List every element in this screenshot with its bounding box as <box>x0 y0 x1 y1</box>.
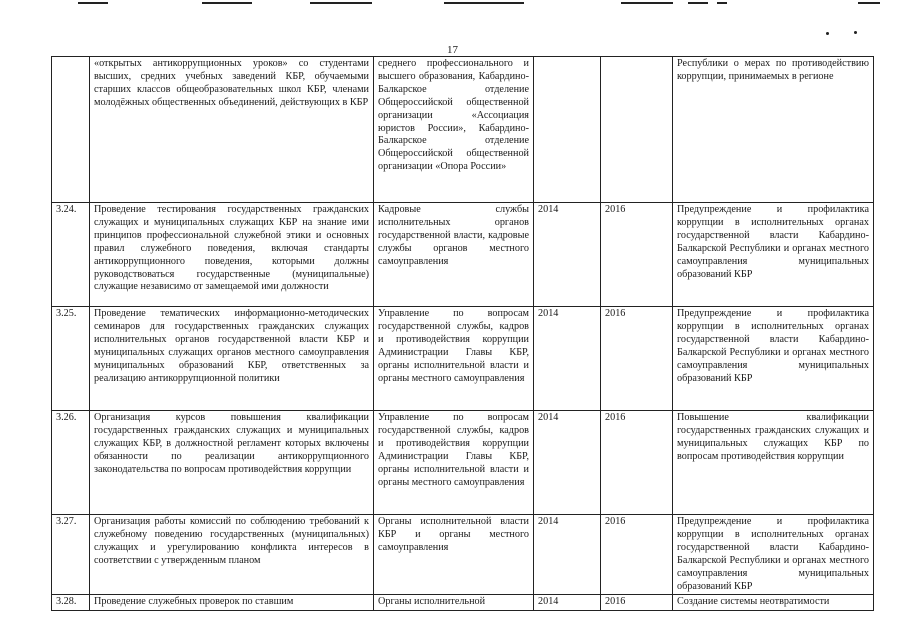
expected-result: Предупреждение и профилактика коррупции в исполнительных органах государственной власти Кабардино-Балкарской Республики и органах местного самоуправления муниципальных образований КБР <box>673 203 874 307</box>
event-description: Организация работы комиссий по соблюдению требований к служебному поведению государственных (муниципальных) служащих и урегулированию конфликта интересов в соответствии с утвержденным планом <box>90 515 374 595</box>
table-row <box>52 515 874 595</box>
scan-dot <box>854 31 857 34</box>
start-year: 2014 <box>534 515 601 595</box>
responsible-organization: Управление по вопросам государственной службы, кадров и противодействия коррупции Администрации Главы КБР, органы исполнительной власти и органы местного самоуправления <box>374 307 534 411</box>
start-year: 2014 <box>534 595 601 611</box>
responsible-organization: Кадровые службы исполнительных органов государственной власти, кадровые службы органов местного самоуправления <box>374 203 534 307</box>
end-year <box>601 57 673 203</box>
measures-table <box>51 56 874 611</box>
end-year: 2016 <box>601 203 673 307</box>
responsible-organization: среднего профессионального и высшего образования, Кабардино-Балкарское отделение Общероссийской общественной организации «Ассоциация юристов России», Кабардино-Балкарское отделение Общероссийской общественной организации «Опора России» <box>374 57 534 203</box>
item-number <box>52 57 90 203</box>
expected-result: Предупреждение и профилактика коррупции в исполнительных органах государственной власти Кабардино-Балкарской Республики и органах местного самоуправления муниципальных образований КБР <box>673 307 874 411</box>
event-description: «открытых антикоррупционных уроков» со студентами высших, средних учебных заведений КБР, обучаемыми старших классов общеобразовательных школ КБР, членами молодёжных общественных объединений, действующих в КБР <box>90 57 374 203</box>
end-year: 2016 <box>601 411 673 515</box>
end-year: 2016 <box>601 307 673 411</box>
table-row <box>52 203 874 307</box>
item-number: 3.25. <box>52 307 90 411</box>
item-number: 3.26. <box>52 411 90 515</box>
responsible-organization: Управление по вопросам государственной службы, кадров и противодействия коррупции Администрации Главы КБР, органы исполнительной власти и органы местного самоуправления <box>374 411 534 515</box>
page-number: 17 <box>447 44 458 56</box>
start-year: 2014 <box>534 307 601 411</box>
responsible-organization: Органы исполнительной власти КБР и органы местного самоуправления <box>374 515 534 595</box>
table-row <box>52 307 874 411</box>
table-row <box>52 411 874 515</box>
expected-result: Предупреждение и профилактика коррупции в исполнительных органах государственной власти Кабардино-Балкарской Республики и органах местного самоуправления муниципальных образований КБР <box>673 515 874 595</box>
start-year: 2014 <box>534 411 601 515</box>
start-year <box>534 57 601 203</box>
event-description: Проведение служебных проверок по ставшим <box>90 595 374 611</box>
item-number: 3.24. <box>52 203 90 307</box>
end-year: 2016 <box>601 595 673 611</box>
table-row <box>52 595 874 611</box>
responsible-organization: Органы исполнительной <box>374 595 534 611</box>
item-number: 3.28. <box>52 595 90 611</box>
event-description: Проведение тестирования государственных гражданских служащих и муниципальных служащих КБР на знание ими принципов профессиональной служебной этики и основных правил служебного поведения, включая стандарты антикоррупционного поведения, которыми должны руководствоваться государственные (муниципальные) служащие независимо от замещаемой ими должности <box>90 203 374 307</box>
item-number: 3.27. <box>52 515 90 595</box>
end-year: 2016 <box>601 515 673 595</box>
expected-result: Республики о мерах по противодействию коррупции, принимаемых в регионе <box>673 57 874 203</box>
scan-artifacts <box>0 0 905 12</box>
event-description: Организация курсов повышения квалификации государственных гражданских служащих и муниципальных служащих КБР, в должностной регламент которых включены обязанности по реализации антикоррупционного законодательства по вопросам противодействия коррупции <box>90 411 374 515</box>
event-description: Проведение тематических информационно-методических семинаров для государственных гражданских служащих исполнительных органов государственной власти КБР и муниципальных служащих органов местного самоуправления муниципальных образований КБР, ответственных за реализацию антикоррупционной политики <box>90 307 374 411</box>
scan-dot <box>826 32 829 35</box>
expected-result: Повышение квалификации государственных гражданских служащих и муниципальных служащих КБР по вопросам противодействия коррупции <box>673 411 874 515</box>
expected-result: Создание системы неотвратимости <box>673 595 874 611</box>
table-row <box>52 57 874 203</box>
start-year: 2014 <box>534 203 601 307</box>
